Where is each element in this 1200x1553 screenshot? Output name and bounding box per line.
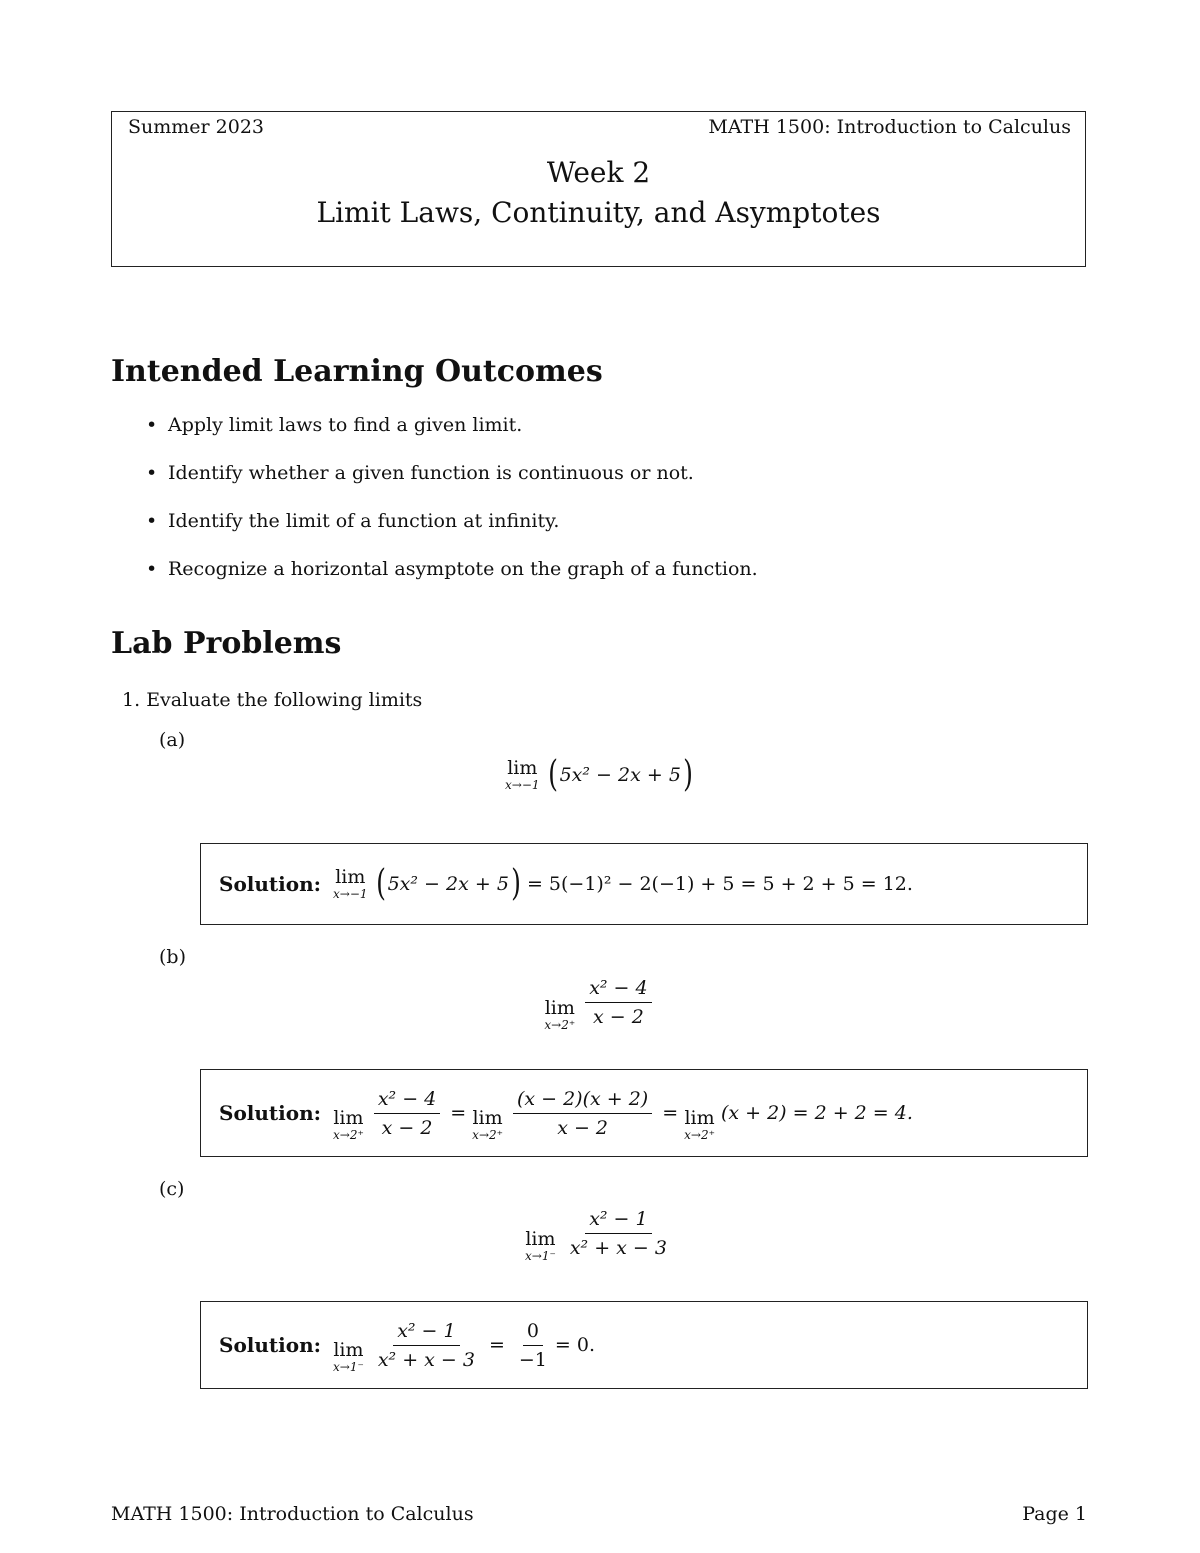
list-item: • Apply limit laws to find a given limit. <box>146 414 523 436</box>
lab-heading: Lab Problems <box>111 626 342 661</box>
fraction: $\frac{0}{-1}$ <box>518 1319 547 1371</box>
bullet-icon: • <box>146 414 158 436</box>
part-b-display <box>0 972 1200 1032</box>
topic-title: Limit Laws, Continuity, and Asymptotes <box>316 196 881 229</box>
limit-operator: lim x→−1 <box>333 866 368 901</box>
part-a-display: lim x→−1 ( 5x² − 2x + 5 ) <box>505 754 693 795</box>
problem-1-intro <box>122 689 422 711</box>
part-c-label: (c) <box>159 1178 185 1200</box>
footer-course: MATH 1500: Introduction to Calculus <box>111 1503 474 1525</box>
limit-operator: lim x→1⁻ <box>525 1228 556 1263</box>
limit-operator: lim x→2⁺ <box>472 1107 503 1142</box>
expression: 5x² − 2x + 5 <box>559 764 681 786</box>
list-item: • Recognize a horizontal asymptote on the graph of a function. <box>146 558 758 580</box>
fraction: $\frac{(x - 2)(x + 2)}{x - 2}$ <box>513 1087 652 1140</box>
list-item: • Identify whether a given function is continuous or not. <box>146 462 694 484</box>
list-item: • Identify the limit of a function at infinity. <box>146 510 560 532</box>
outcomes-heading: Intended Learning Outcomes <box>111 354 603 389</box>
fraction: $\frac{\text{x² − 4}}{x - 2}$ <box>374 1087 440 1140</box>
solution-box-c: Solution: lim x→1⁻ $\frac{\text{x² − 1}}{\text{x² + x − 3}}$ = $\frac{0}{-1}$ = 0. <box>200 1301 1088 1389</box>
limit-operator: lim x→2⁺ <box>544 997 576 1032</box>
outcomes-list <box>146 414 758 606</box>
bullet-icon: • <box>146 558 158 580</box>
solution-result: (x + 2) = 2 + 2 = 4. <box>720 1102 913 1124</box>
week-title: Week 2 <box>546 156 651 189</box>
limit-operator: lim x→1⁻ <box>333 1339 364 1374</box>
header-frame <box>111 111 1086 267</box>
part-c-display <box>0 1203 1200 1263</box>
term-label: Summer 2023 <box>128 116 265 138</box>
limit-operator: lim x→−1 <box>505 757 540 792</box>
problem-text: Evaluate the following limits <box>146 689 423 711</box>
fraction: $\frac{\text{x² − 4}}{x - 2}$ <box>585 976 651 1029</box>
solution-result: = 0. <box>554 1334 595 1356</box>
part-a-label: (a) <box>159 729 186 751</box>
bullet-icon: • <box>146 462 158 484</box>
fraction: $\frac{\text{x² − 1}}{\text{x² + x − 3}}$ <box>377 1319 475 1371</box>
solution-label: Solution: <box>219 1101 322 1125</box>
limit-operator: lim x→2⁺ <box>333 1107 364 1142</box>
bullet-icon: • <box>146 510 158 532</box>
part-b-label: (b) <box>159 946 186 968</box>
solution-result: = 5(−1)² − 2(−1) + 5 = 5 + 2 + 5 = 12. <box>526 873 913 895</box>
problem-number: 1. <box>122 689 141 711</box>
solution-label: Solution: <box>219 1333 322 1357</box>
limit-operator: lim x→2⁺ <box>684 1107 715 1142</box>
solution-box-a: Solution: lim x→−1 ( 5x² − 2x + 5 ) = 5(−1)² − 2(−1) + 5 = 5 + 2 + 5 = 12. <box>200 843 1088 925</box>
fraction: $\frac{\text{x² − 1}}{\text{x² + x − 3}}$ <box>569 1207 667 1259</box>
page-number: Page 1 <box>1022 1503 1087 1525</box>
course-label: MATH 1500: Introduction to Calculus <box>708 116 1071 138</box>
solution-label: Solution: <box>219 872 322 896</box>
solution-box-b: Solution: lim x→2⁺ $\frac{\text{x² − 4}}{x - 2}$ = lim x→2⁺ $\frac{(x - 2)(x + 2)}{x - 2}$ = lim x→2⁺ (x + 2) = 2 + 2 = 4. <box>200 1069 1088 1157</box>
